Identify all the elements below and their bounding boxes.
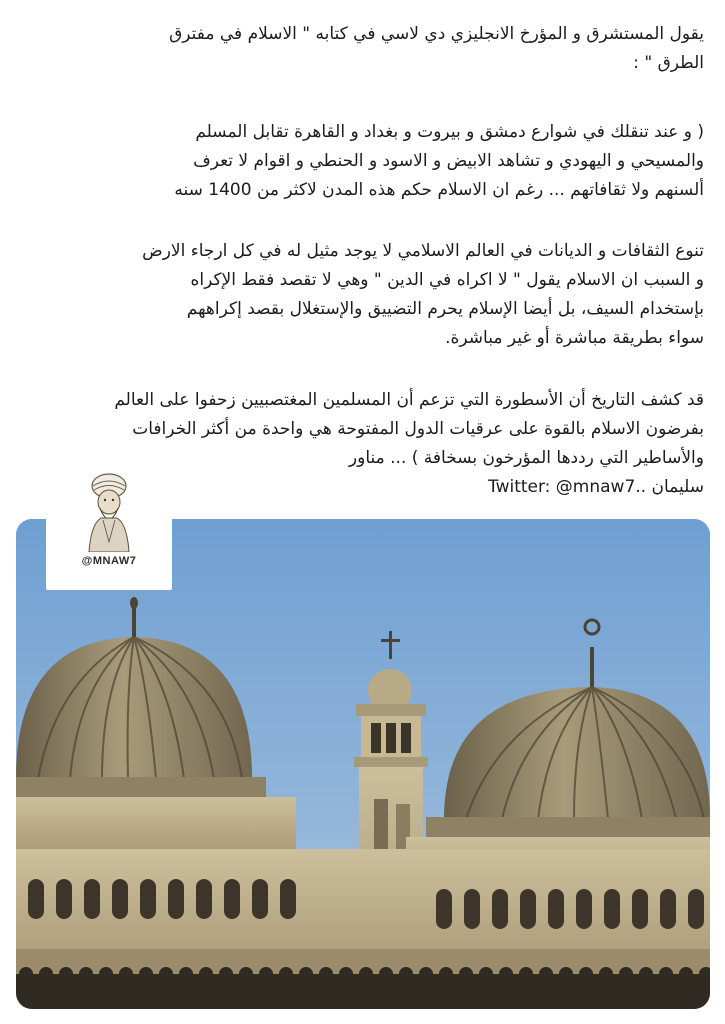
text-line: الطرق " :: [633, 53, 704, 73]
paragraph-quote: [22, 118, 704, 205]
text-line: يقول المستشرق و المؤرخ الانجليزي دي لاسي في كتابه " الاسلام في مفترق: [169, 24, 704, 44]
paragraph-intro: [22, 20, 704, 78]
text-line: تنوع الثقافات و الديانات في العالم الاسلامي لا يوجد مثيل له في كل ارجاء الارض: [142, 241, 704, 261]
watermark-handle: @MNAW7: [81, 555, 137, 567]
text-line: بإستخدام السيف، بل أيضا الإسلام يحرم التضييق والإستغلال بقصد إكراههم: [186, 299, 704, 319]
mosque-illustration: [16, 519, 710, 1009]
text-line: ( و عند تنقلك في شوارع دمشق و بيروت و بغداد و القاهرة تقابل المسلم: [195, 122, 704, 142]
turbaned-scholar-portrait-icon: [79, 472, 139, 552]
text-line: والأساطير التي رددها المؤرخون بسخافة ) ... مناور: [348, 448, 704, 468]
twitter-credit: سليمان ..Twitter: @mnaw7: [488, 477, 704, 497]
paragraph-diversity: [22, 237, 704, 353]
watermark-badge: [46, 463, 172, 590]
text-line: والمسيحي و اليهودي و تشاهد الابيض و الاسود و الحنطي و اقوام لا تعرف: [193, 151, 704, 171]
text-line: و السبب ان الاسلام يقول " لا اكراه في الدين " وهي لا تقصد فقط الإكراه: [190, 270, 704, 290]
text-line: قد كشف التاريخ أن الأسطورة التي تزعم أن المسلمين المغتصبيين زحفوا على العالم: [114, 390, 704, 410]
arcade-wall: [16, 849, 710, 1009]
text-line: سواء بطريقة مباشرة أو غير مباشرة.: [445, 328, 704, 348]
text-line: ألسنهم ولا ثقافاتهم ... رغم ان الاسلام حكم هذه المدن لاكثر من 1400 سنه: [174, 180, 704, 200]
mosque-photo: [16, 519, 710, 1009]
text-line: بفرضون الاسلام بالقوة على عرقيات الدول المفتوحة هي واحدة من أكثر الخرافات: [132, 419, 704, 439]
